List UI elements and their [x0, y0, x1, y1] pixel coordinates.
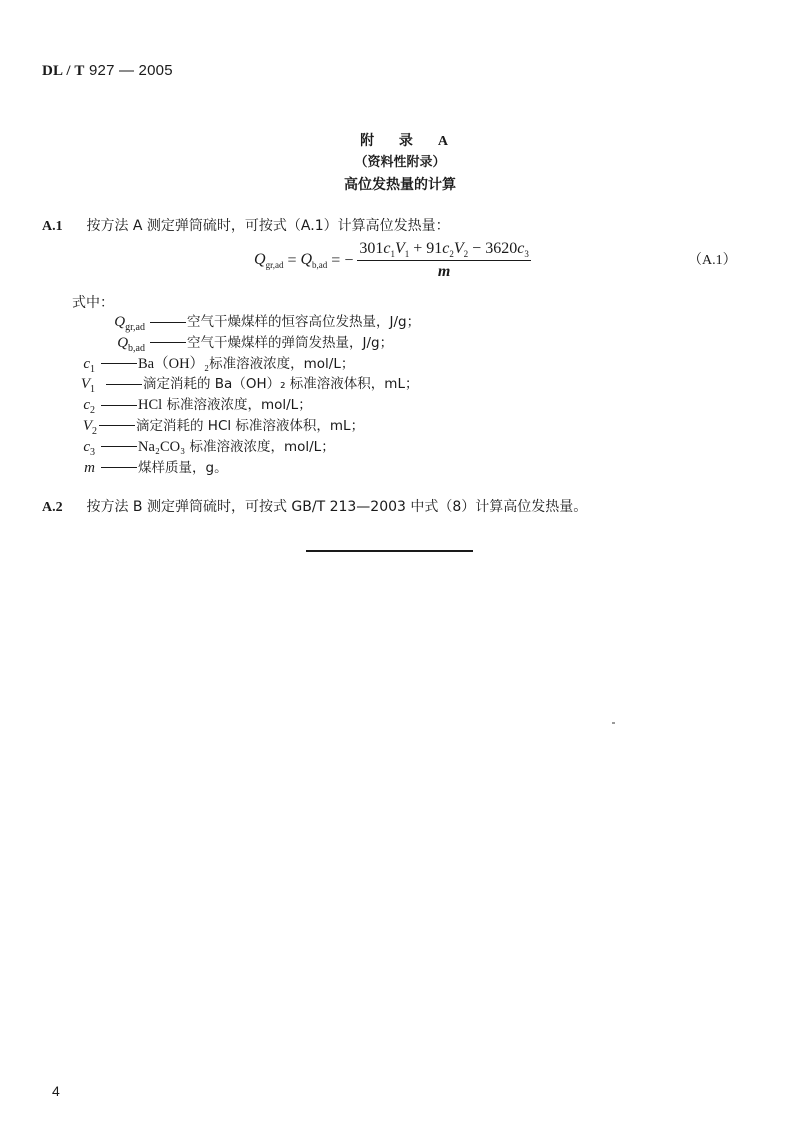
- definition-text: Ba（OH）₂标准溶液浓度，mol/L；: [101, 354, 354, 374]
- formula-lhs: $Q_{gr,ad}$: [254, 251, 284, 271]
- definition-row: [0, 333, 800, 354]
- document-header: [42, 62, 173, 80]
- formula-minus: −: [344, 251, 354, 269]
- definition-row: [0, 437, 800, 458]
- em-dash-line: [101, 405, 137, 406]
- definition-row: [0, 312, 800, 333]
- formula-fraction: [357, 240, 530, 281]
- em-dash-line: [101, 467, 137, 468]
- appendix-heading: [0, 131, 800, 196]
- clause-a1: [42, 216, 450, 237]
- definition-symbol: $c_2$: [83, 397, 95, 417]
- page-number: 4: [52, 1083, 60, 1099]
- em-dash-line: [106, 384, 142, 385]
- definition-row: [0, 458, 800, 479]
- definition-symbol: m: [84, 459, 95, 476]
- definition-text: HCl 标准溶液浓度，mol/L；: [101, 395, 312, 415]
- definition-symbol: $c_1$: [83, 355, 95, 375]
- end-rule: [306, 550, 473, 552]
- formula-equals-2: =: [331, 251, 341, 269]
- formula-denominator: m: [437, 263, 451, 281]
- formula-mid: $Q_{b,ad}$: [300, 251, 328, 271]
- appendix-title-letter: A: [437, 134, 448, 149]
- clause-number: A.1: [42, 219, 63, 234]
- definition-text: Na₂CO₃ 标准溶液浓度，mol/L；: [101, 437, 335, 457]
- appendix-title: [0, 131, 800, 152]
- definition-row: [0, 395, 800, 416]
- em-dash-line: [99, 425, 135, 426]
- definition-row: [0, 416, 800, 437]
- definition-text: 煤样质量，g。: [101, 458, 228, 478]
- definition-row: [0, 374, 800, 395]
- symbol-definitions: [0, 312, 800, 478]
- clause-number: A.2: [42, 500, 63, 515]
- em-dash-line: [150, 322, 186, 323]
- definition-text: 滴定消耗的 Ba（OH）₂ 标准溶液体积，mL；: [106, 374, 418, 394]
- definition-symbol: $V_1$: [80, 376, 95, 396]
- em-dash-line: [101, 446, 137, 447]
- where-label: 式中：: [72, 295, 114, 311]
- definition-symbol: $c_3$: [83, 438, 95, 458]
- standard-prefix: DL / T: [42, 63, 85, 79]
- definition-symbol: $Q_{b,ad}$: [117, 334, 145, 354]
- clause-a2: [42, 497, 587, 518]
- em-dash-line: [101, 363, 137, 364]
- standard-number: 927 — 2005: [89, 62, 173, 79]
- appendix-name: 高位发热量的计算: [344, 177, 456, 193]
- formula-numerator: $301c_1V_1 + 91c_2V_2 - 3620c_3$: [359, 240, 529, 260]
- equation-number: （A.1）: [688, 253, 737, 268]
- definition-symbol: $V_2$: [82, 417, 97, 437]
- clause-text: 按方法 A 测定弹筒硫时，可按式（A.1）计算高位发热量：: [86, 218, 450, 234]
- definition-symbol: $Q_{gr,ad}$: [114, 314, 145, 333]
- scan-artifact: [612, 722, 615, 724]
- definition-text: 空气干燥煤样的恒容高位发热量，J/g；: [150, 312, 420, 332]
- clause-text: 按方法 B 测定弹筒硫时，可按式 GB/T 213—2003 中式（8）计算高位发热量。: [86, 499, 588, 515]
- em-dash-line: [150, 342, 186, 343]
- definition-text: 滴定消耗的 HCl 标准溶液体积，mL；: [99, 416, 364, 436]
- appendix-title-word: 附 录: [360, 133, 423, 149]
- appendix-type: （资料性附录）: [354, 155, 446, 170]
- formula-equals-1: =: [287, 251, 297, 269]
- definition-text: 空气干燥煤样的弹筒发热量，J/g；: [150, 333, 393, 353]
- formula-a1: [254, 240, 531, 281]
- definition-row: [0, 354, 800, 375]
